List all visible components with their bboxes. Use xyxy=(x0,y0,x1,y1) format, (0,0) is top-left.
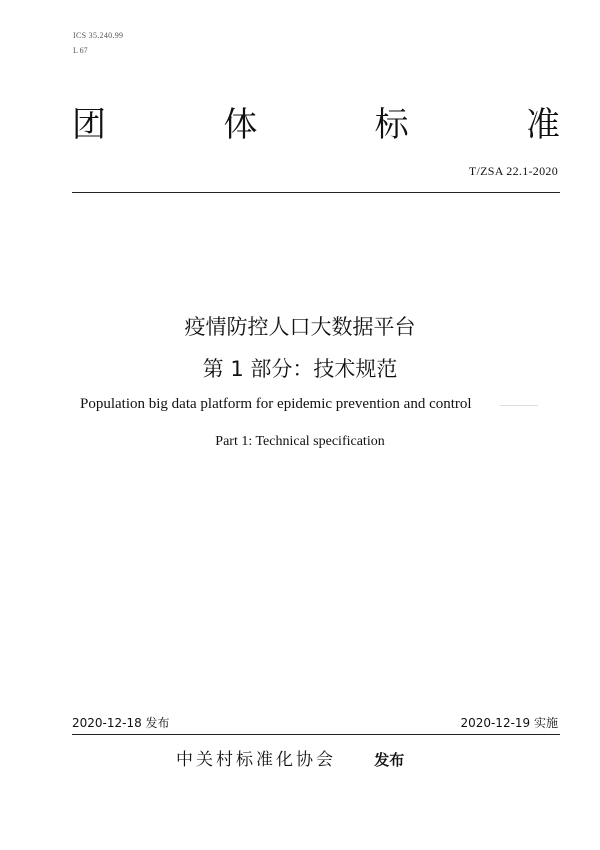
ccs-code: L 67 xyxy=(73,46,88,55)
issue-date: 2020-12-18 发布 xyxy=(72,716,170,730)
document-type xyxy=(72,104,560,148)
document-type-char: 标 xyxy=(374,107,409,144)
publisher-name: 中关村标准化协会 xyxy=(176,750,336,769)
standard-number: T/ZSA 22.1-2020 xyxy=(468,164,558,178)
ics-code: ICS 35.240.99 xyxy=(73,31,124,40)
header-divider xyxy=(72,192,560,193)
subtitle-english: Part 1: Technical specification xyxy=(215,434,385,449)
publisher-line xyxy=(176,749,404,771)
implementation-date: 2020-12-19 实施 xyxy=(460,716,558,730)
subtitle-chinese: 第 1 部分：技术规范 xyxy=(202,357,398,381)
document-type-char: 准 xyxy=(525,107,560,144)
title-chinese: 疫情防控人口大数据平台 xyxy=(184,315,416,339)
footer-divider xyxy=(72,734,560,735)
publish-label: 发布 xyxy=(374,751,405,769)
document-type-char: 团 xyxy=(72,107,106,144)
document-type-char: 体 xyxy=(223,107,258,144)
title-english: Population big data platform for epidemic prevention and control xyxy=(80,396,472,412)
title-english-trailing-rule xyxy=(500,405,538,406)
